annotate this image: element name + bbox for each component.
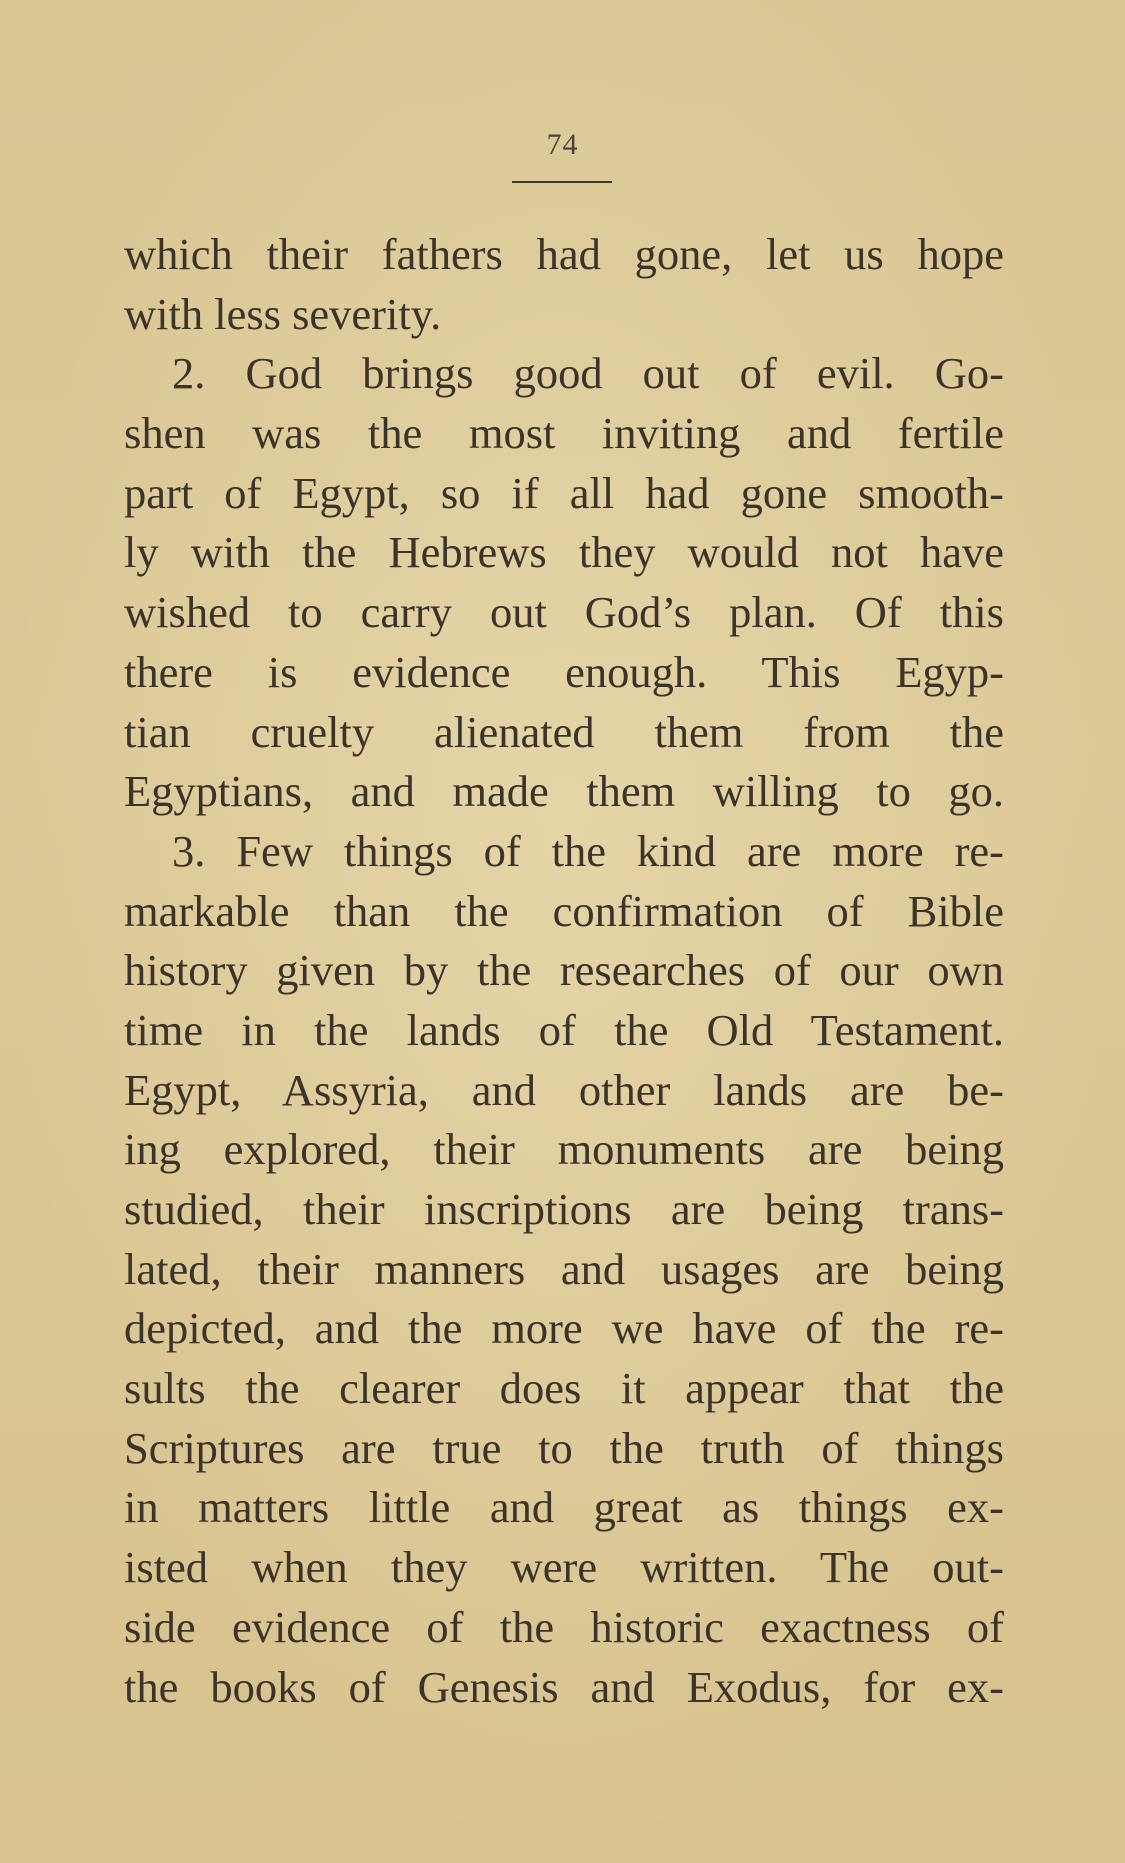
text-line: Egypt, Assyria, and other lands are be- [124,1064,1004,1115]
text-line: which their fathers had gone, let us hope [124,229,1004,279]
text-line: the books of Genesis and Exodus, for ex- [124,1661,1004,1712]
text-line: side evidence of the historic exactness of [124,1601,1004,1652]
text-line: in matters little and great as things ex- [124,1482,1004,1533]
header-rule [512,181,612,183]
text-line: isted when they were written. The out- [124,1542,1004,1593]
text-line: 3. Few things of the kind are more re- [172,825,1004,876]
text-line: time in the lands of the Old Testament. [124,1004,1004,1055]
text-line: Egyptians, and made them willing to go. [124,766,1004,817]
text-line: tian cruelty alienated them from the [124,706,1004,757]
text-line: Scriptures are true to the truth of things [124,1422,1004,1473]
text-line: ing explored, their monuments are being [124,1124,1004,1175]
text-line: 2. God brings good out of evil. Go- [172,348,1004,399]
body-text [124,225,1004,1717]
text-line: wished to carry out God’s plan. Of this [124,587,1004,638]
text-line: sults the clearer does it appear that the [124,1363,1004,1414]
text-line: lated, their manners and usages are being [124,1243,1004,1294]
text-line: with less severity. [124,288,442,339]
page-header [0,128,1125,162]
text-line: depicted, and the more we have of the re- [124,1303,1004,1354]
text-line: part of Egypt, so if all had gone smooth- [124,467,1004,518]
text-line: there is evidence enough. This Egyp- [124,646,1004,697]
text-line: markable than the confirmation of Bible [124,885,1004,936]
text-line: shen was the most inviting and fertile [124,408,1004,459]
text-line: studied, their inscriptions are being trans- [124,1184,1004,1234]
page-number: 74 [546,128,579,161]
text-line: history given by the researches of our own [124,945,1004,996]
text-line: ly with the Hebrews they would not have [124,527,1004,578]
